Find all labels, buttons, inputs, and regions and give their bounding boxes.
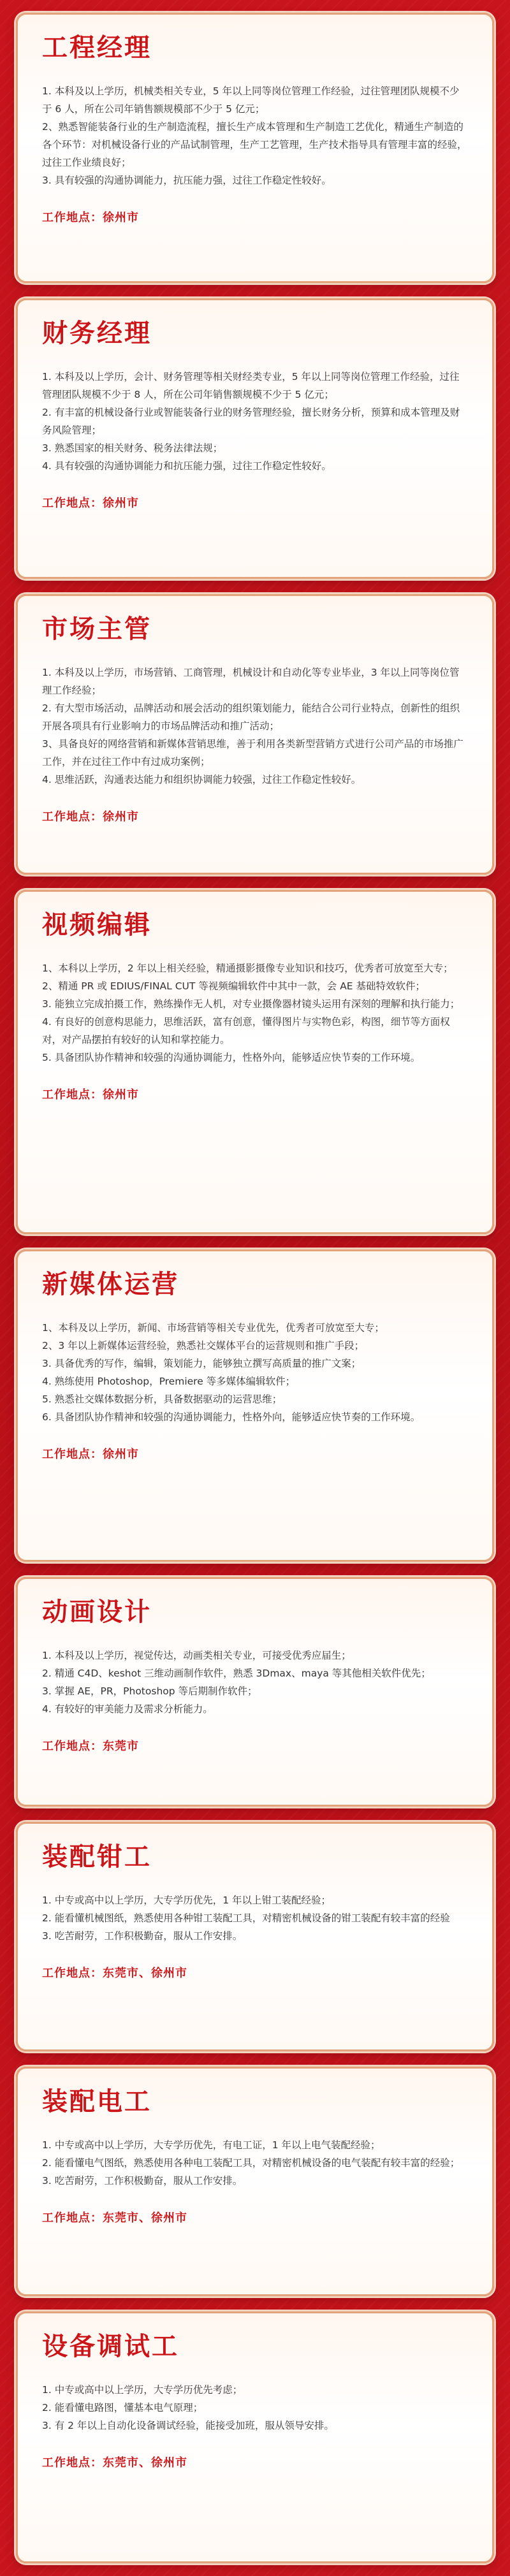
requirements-list: [42, 368, 468, 475]
location-label: 工作地点：: [42, 2211, 103, 2225]
requirement-item: 4. 有较好的审美能力及需求分析能力。: [42, 1703, 213, 1715]
location-value: 东莞市、徐州市: [103, 1967, 187, 1980]
job-card-finance-manager: [16, 298, 494, 579]
requirement-item: 5. 熟悉社交媒体数据分析，具备数据驱动的运营思维；: [42, 1394, 282, 1405]
requirement-item: 3. 熟悉国家的相关财务、税务法律法规；: [42, 442, 223, 454]
requirements-list: [42, 2136, 468, 2190]
job-location: [42, 208, 468, 225]
requirement-item: 4. 有良好的创意构思能力，思维活跃，富有创意，懂得图片与实物色彩，构图，细节等方面权对，对产品摆拍有较好的认知和掌控能力。: [42, 1016, 450, 1045]
requirements-list: [42, 1647, 468, 1718]
job-card-video-editor: [16, 890, 494, 1234]
location-value: 徐州市: [103, 1448, 139, 1461]
job-location: [42, 2209, 468, 2225]
requirement-item: 3. 具备优秀的写作，编辑，策划能力，能够独立撰写高质量的推广文案；: [42, 1358, 361, 1369]
requirements-list: [42, 1319, 468, 1426]
job-location: [42, 2454, 468, 2470]
job-location: [42, 1445, 468, 1462]
requirement-item: 2、3 年以上新媒体运营经验，熟悉社交媒体平台的运营规则和推广手段；: [42, 1340, 365, 1351]
requirement-item: 5. 具备团队协作精神和较强的沟通协调能力，性格外向，能够适应快节奏的工作环境。: [42, 1052, 421, 1063]
location-value: 徐州市: [103, 497, 139, 510]
requirement-item: 6. 具备团队协作精神和较强的沟通协调能力，性格外向，能够适应快节奏的工作环境。: [42, 1411, 421, 1423]
job-title: 装配钳工: [42, 1842, 152, 1872]
location-value: 东莞市: [103, 1740, 139, 1753]
job-location: [42, 1737, 468, 1754]
location-label: 工作地点：: [42, 497, 103, 510]
location-label: 工作地点：: [42, 810, 103, 824]
location-value: 徐州市: [103, 211, 139, 224]
requirement-item: 4. 具有较强的沟通协调能力和抗压能力强，过往工作稳定性较好。: [42, 460, 332, 472]
location-value: 徐州市: [103, 810, 139, 824]
job-card-assembly-electrician: [16, 2067, 494, 2296]
requirement-item: 2. 能看懂电气图纸，熟悉使用各种电工装配工具，对精密机械设备的电气装配有较丰富的经验；: [42, 2157, 460, 2169]
job-title: 动画设计: [42, 1597, 152, 1627]
job-location: [42, 1964, 468, 1981]
job-title: 装配电工: [42, 2087, 152, 2116]
requirement-item: 1、本科以上学历，2 年以上相关经验，精通摄影摄像专业知识和技巧，优秀者可放宽至大专；: [42, 963, 453, 974]
requirement-item: 3. 掌握 AE，PR，Photoshop 等后期制作软件；: [42, 1685, 258, 1697]
job-card-new-media-operator: [16, 1249, 494, 1562]
job-title: 视频编辑: [42, 910, 152, 940]
job-card-assembly-fitter: [16, 1822, 494, 2051]
location-label: 工作地点：: [42, 2456, 103, 2470]
location-label: 工作地点：: [42, 1967, 103, 1980]
requirement-item: 1. 中专或高中以上学历，大专学历优先，有电工证，1 年以上电气装配经验；: [42, 2139, 381, 2151]
requirement-item: 2、精通 PR 或 EDIUS/FINAL CUT 等视频编辑软件中其中一款，会 AE 基础特效软件；: [42, 980, 426, 992]
requirements-list: [42, 959, 468, 1066]
requirement-item: 4. 思维活跃，沟通表达能力和组织协调能力较强，过往工作稳定性较好。: [42, 774, 361, 785]
requirements-list: [42, 664, 468, 789]
requirement-item: 1. 本科及以上学历，视觉传达，动画类相关专业，可接受优秀应届生；: [42, 1650, 351, 1661]
requirement-item: 3. 具有较强的沟通协调能力，抗压能力强，过往工作稳定性较好。: [42, 175, 332, 186]
job-location: [42, 808, 468, 824]
requirement-item: 1、本科及以上学历，新闻、市场营销等相关专业优先，优秀者可放宽至大专；: [42, 1322, 384, 1334]
requirement-item: 3. 吃苦耐劳，工作积极勤奋，服从工作安排。: [42, 1930, 243, 1942]
requirement-item: 2. 能看懂机械图纸，熟悉使用各种钳工装配工具，对精密机械设备的钳工装配有较丰富的经验: [42, 1912, 450, 1924]
location-value: 东莞市、徐州市: [103, 2456, 187, 2470]
requirements-list: [42, 2381, 468, 2434]
requirement-item: 1. 中专或高中以上学历，大专学历优先，1 年以上钳工装配经验；: [42, 1895, 332, 1906]
location-label: 工作地点：: [42, 1088, 103, 1102]
location-label: 工作地点：: [42, 1740, 103, 1753]
location-value: 东莞市、徐州市: [103, 2211, 187, 2225]
job-card-animation-designer: [16, 1577, 494, 1807]
requirement-item: 3. 有 2 年以上自动化设备调试经验，能接受加班，服从领导安排。: [42, 2420, 334, 2431]
requirement-item: 2、熟悉智能装备行业的生产制造流程，擅长生产成本管理和生产制造工艺优化，精通生产制造的各个环节：对机械设备行业的产品试制管理，生产工艺管理，生产技术指导具有管理丰富的经验，过往工作业绩良好；: [42, 121, 467, 168]
requirement-item: 1. 本科及以上学历，会计、财务管理等相关财经类专业，5 年以上同等岗位管理工作经验，过往管理团队规模不少于 8 人，所在公司年销售额规模不少于 5 亿元；: [42, 371, 460, 400]
job-title: 财务经理: [42, 319, 152, 348]
requirement-item: 3、具备良好的网络营销和新媒体营销思维，善于利用各类新型营销方式进行公司产品的市场推广工作，并在过往工作中有过成功案例；: [42, 738, 463, 768]
requirement-item: 3. 吃苦耐劳，工作积极勤奋，服从工作安排。: [42, 2175, 243, 2187]
job-card-marketing-supervisor: [16, 594, 494, 875]
location-label: 工作地点：: [42, 211, 103, 224]
requirement-item: 2. 有大型市场活动，品牌活动和展会活动的组织策划能力，能结合公司行业特点，创新性的组织开展各项具有行业影响力的市场品牌活动和推广活动；: [42, 702, 460, 732]
requirement-item: 2. 有丰富的机械设备行业或智能装备行业的财务管理经验，擅长财务分析，预算和成本管理及财务风险管理；: [42, 407, 460, 436]
location-label: 工作地点：: [42, 1448, 103, 1461]
requirements-list: [42, 1891, 468, 1945]
requirement-item: 1. 中专或高中以上学历，大专学历优先考虑；: [42, 2384, 243, 2396]
requirement-item: 4. 熟练使用 Photoshop，Premiere 等多媒体编辑软件；: [42, 1376, 296, 1387]
job-title: 市场主管: [42, 615, 152, 644]
job-location: [42, 1086, 468, 1102]
location-value: 徐州市: [103, 1088, 139, 1102]
requirement-item: 3. 能独立完成拍摄工作，熟练操作无人机，对专业摄像器材镜头运用有深刻的理解和执行能力；: [42, 998, 460, 1010]
job-location: [42, 494, 468, 511]
job-card-equipment-commissioner: [16, 2311, 494, 2563]
job-card-engineering-manager: [16, 13, 494, 283]
job-title: 设备调试工: [42, 2332, 179, 2361]
job-title: 工程经理: [42, 33, 152, 62]
requirement-item: 2. 精通 C4D、keshot 三维动画制作软件，熟悉 3Dmax、maya 等其他相关软件优先；: [42, 1668, 431, 1679]
job-title: 新媒体运营: [42, 1270, 179, 1299]
requirement-item: 1. 本科及以上学历，机械类相关专业，5 年以上同等岗位管理工作经验，过往管理团队规模不少于 6 人，所在公司年销售额规模部不少于 5 亿元；: [42, 85, 460, 115]
requirement-item: 1. 本科及以上学历，市场营销、工商管理，机械设计和自动化等专业毕业，3 年以上同等岗位管理工作经验；: [42, 667, 460, 696]
requirement-item: 2. 能看懂电路图，懂基本电气原理；: [42, 2402, 203, 2413]
requirements-list: [42, 82, 468, 189]
